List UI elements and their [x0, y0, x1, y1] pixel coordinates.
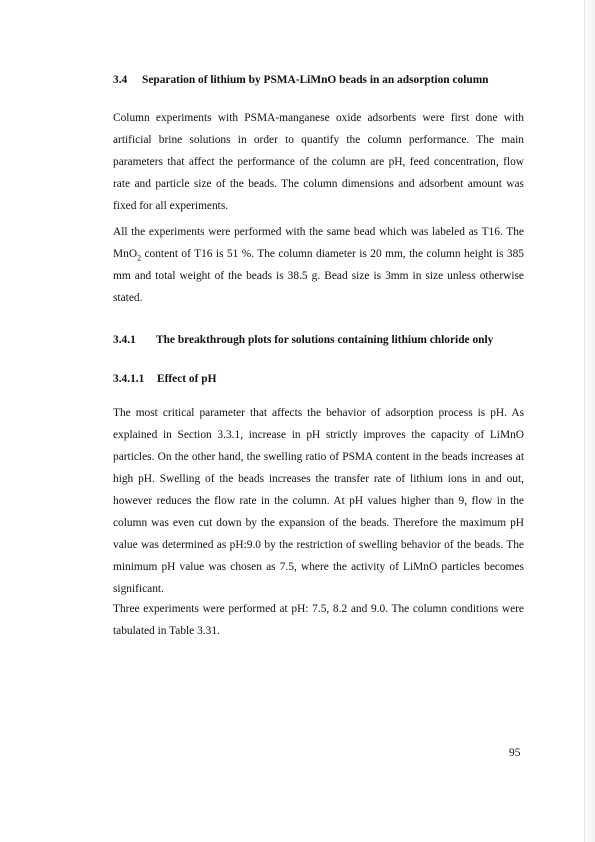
- paragraph-bead-t16: All the experiments were performed with the same bead which was labeled as T16. The MnO$_2$ content of T16 is 51 %. The column diameter is 20 mm, the column height is 385 mm and total weight of the beads is 38.5 g. Bead size is 3mm in size unless otherwise stated.: [113, 226, 524, 304]
- section-number: 3.4.1: [113, 334, 136, 346]
- page-edge-shadow: [584, 0, 595, 842]
- section-title: The breakthrough plots for solutions containing lithium chloride only: [156, 334, 494, 346]
- section-heading-3-4-1: [113, 333, 493, 347]
- section-number: 3.4.1.1: [113, 373, 145, 385]
- section-title: Separation of lithium by PSMA-LiMnO beads in an adsorption column: [142, 74, 489, 86]
- paragraph-effect-of-ph: The most critical parameter that affects the behavior of adsorption process is pH. As explained in Section 3.3.1, increase in pH strictly improves the capacity of LiMnO particles. On the other hand, the swelling ratio of PSMA content in the beads increases at high pH. Swelling of the beads increases the transfer rate of lithium ions in and out, however reduces the flow rate in the column. At pH values higher than 9, flow in the column was even cut down by the expansion of the beads. Therefore the maximum pH value was determined as pH:9.0 by the restriction of swelling behavior of the beads. The minimum pH value was chosen as 7.5, where the activity of LiMnO particles becomes significant.: [113, 407, 524, 595]
- section-heading-3-4: [113, 73, 489, 87]
- section-title: Effect of pH: [157, 373, 217, 385]
- paragraph-three-experiments: Three experiments were performed at pH: 7.5, 8.2 and 9.0. The column conditions were tabulated in Table 3.31.: [113, 603, 524, 637]
- section-heading-3-4-1-1: [113, 372, 216, 386]
- page-number: 95: [509, 747, 521, 759]
- paragraph-column-experiments: Column experiments with PSMA-manganese oxide adsorbents were first done with artificial brine solutions in order to quantify the column performance. The main parameters that affect the performance of the column are pH, feed concentration, flow rate and particle size of the beads. The column dimensions and adsorbent amount was fixed for all experiments.: [113, 112, 524, 212]
- section-number: 3.4: [113, 74, 128, 86]
